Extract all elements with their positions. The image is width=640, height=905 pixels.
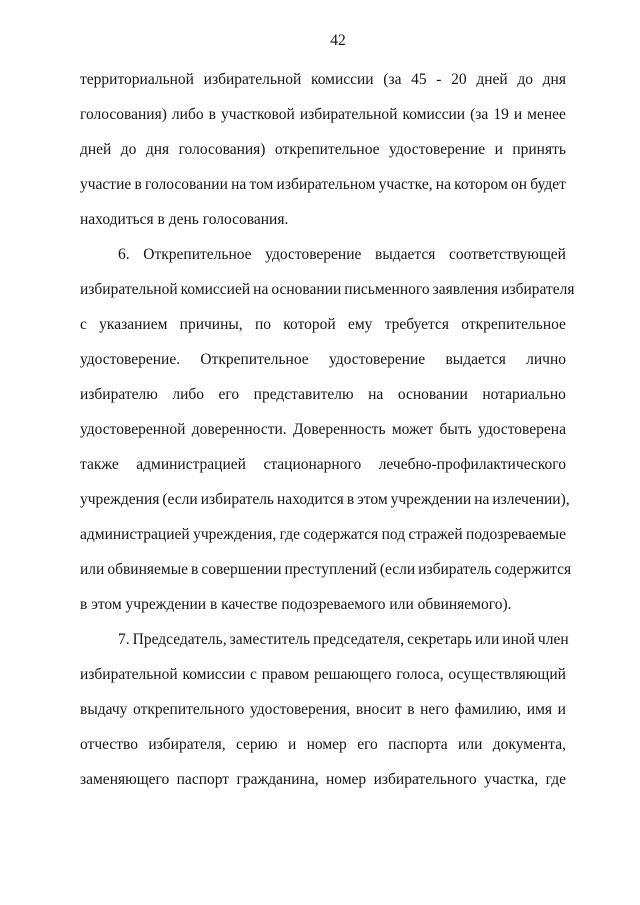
word: выдачу <box>80 701 128 718</box>
word: в <box>190 561 199 578</box>
word: подозреваемые <box>465 526 566 543</box>
word: секретарь <box>407 631 472 648</box>
word: лично <box>526 351 566 368</box>
word: нотариально <box>482 386 566 403</box>
text-line <box>80 517 566 552</box>
text-line <box>80 132 566 167</box>
word: причины, <box>179 316 243 333</box>
text-line <box>80 272 575 307</box>
word: иной <box>502 631 535 648</box>
word: - <box>436 71 442 88</box>
word: член <box>537 631 569 648</box>
word: на <box>368 386 384 403</box>
word: избирательной <box>299 106 398 123</box>
word: дня <box>542 71 566 88</box>
word: которой <box>283 316 336 333</box>
word: 6. <box>118 246 130 263</box>
word: гражданина, <box>236 771 319 788</box>
word: избирателя <box>501 281 575 298</box>
word: голоса, <box>396 666 444 683</box>
paragraph-continuation <box>80 62 566 237</box>
word: голосования) <box>80 106 167 123</box>
word: паспорт <box>176 771 230 788</box>
word: комиссии <box>310 71 374 88</box>
word: содержатся <box>303 526 379 543</box>
word: участковой <box>220 106 295 123</box>
word: этом <box>357 491 388 508</box>
word: выдается <box>375 246 436 263</box>
text-line <box>80 237 566 272</box>
word: документа, <box>492 736 566 753</box>
word: и <box>287 736 297 753</box>
word: на <box>253 281 269 298</box>
word: будет <box>530 176 566 193</box>
word: в <box>208 106 216 123</box>
word: учреждения, <box>193 526 277 543</box>
word: и <box>494 141 503 158</box>
word: принять <box>512 141 566 158</box>
word: на <box>231 176 247 193</box>
word: удостоверение <box>388 141 486 158</box>
word: учреждении <box>390 491 472 508</box>
text-line <box>80 167 566 202</box>
text-line <box>80 447 566 482</box>
word: обвиняемые <box>107 561 188 578</box>
paragraph-6 <box>80 237 575 622</box>
word: избиратель <box>200 491 275 508</box>
word: быть <box>439 421 472 438</box>
word: отчество <box>80 736 138 753</box>
word: выдается <box>445 351 506 368</box>
text-line <box>80 622 569 657</box>
word: комиссии <box>182 666 246 683</box>
word: преступлений <box>284 561 377 578</box>
word: на <box>474 491 490 508</box>
word: с <box>249 666 257 683</box>
word: 45 <box>411 71 427 88</box>
word: удостоверения, <box>249 701 351 718</box>
word: может <box>391 421 434 438</box>
word: (за <box>470 106 489 123</box>
word: либо <box>172 386 204 403</box>
word: под <box>381 526 406 543</box>
word: основании <box>397 386 468 403</box>
word: либо <box>171 106 204 123</box>
text-line <box>80 552 572 587</box>
word: избиратель <box>418 561 492 578</box>
word: фамилию, <box>454 701 522 718</box>
word: Председатель, <box>132 631 227 648</box>
word: удостоверение <box>265 246 362 263</box>
word: стражей <box>408 526 463 543</box>
word: номер <box>325 771 367 788</box>
word: где <box>279 526 301 543</box>
word: по <box>254 316 272 333</box>
word: на <box>435 176 451 193</box>
word: также <box>80 456 119 473</box>
word: участие <box>80 176 132 193</box>
word: избирательной <box>80 281 178 298</box>
word: удостоверенной <box>80 421 186 438</box>
word: участка, <box>484 771 539 788</box>
word: содержится <box>494 561 572 578</box>
word: осуществляющий <box>448 666 566 683</box>
word: (если <box>379 561 416 578</box>
word: учреждения <box>80 491 160 508</box>
word: 19 <box>493 106 509 123</box>
text-line: находиться в день голосования. <box>80 211 289 228</box>
word: дня <box>145 141 170 158</box>
word: администрацией <box>136 456 246 473</box>
word: дней <box>476 71 508 88</box>
text-line <box>80 97 566 132</box>
word: председателя, <box>313 631 405 648</box>
word: лечебно-профилактического <box>378 456 566 473</box>
word: 20 <box>451 71 467 88</box>
word: в <box>346 491 355 508</box>
text-line <box>80 762 566 797</box>
word: и <box>513 106 523 123</box>
word: или <box>80 561 105 578</box>
text-line <box>80 727 566 762</box>
word: серию <box>235 736 278 753</box>
word: менее <box>527 106 566 123</box>
word: комиссией <box>180 281 251 298</box>
word: или <box>458 736 483 753</box>
word: или <box>474 631 500 648</box>
word: Открепительное <box>200 351 309 368</box>
word: его <box>218 386 240 403</box>
word: (за <box>383 71 402 88</box>
text-line <box>80 482 570 517</box>
text-line <box>80 657 566 692</box>
word: избирателю <box>80 386 158 403</box>
word: том <box>249 176 274 193</box>
word: паспорта <box>388 736 448 753</box>
word: находится <box>277 491 344 508</box>
page-number: 42 <box>330 32 346 49</box>
word: удостоверена <box>478 421 566 438</box>
word: письменного <box>344 281 430 298</box>
word: вносит <box>355 701 402 718</box>
word: до <box>120 141 137 158</box>
word: избирательной <box>203 71 302 88</box>
word: Открепительное <box>143 246 252 263</box>
text-line <box>80 692 566 727</box>
text-line <box>80 412 566 447</box>
word: требуется <box>384 316 450 333</box>
word: его <box>357 736 378 753</box>
word: участке, <box>378 176 433 193</box>
word: с <box>80 316 87 333</box>
word: он <box>511 176 528 193</box>
word: доверенности. <box>191 421 287 438</box>
word: ему <box>347 316 373 333</box>
text-line <box>80 307 566 342</box>
text-line: в этом учреждении в качестве подозреваемого или обвиняемого). <box>80 596 512 613</box>
word: избирательном <box>276 176 376 193</box>
word: представителю <box>253 386 354 403</box>
word: избирательной <box>80 666 178 683</box>
paragraph-7 <box>80 622 569 797</box>
word: 7. <box>118 631 130 648</box>
word: заявления <box>432 281 499 298</box>
word: до <box>517 71 533 88</box>
word: и <box>557 701 566 718</box>
word: стационарного <box>263 456 362 473</box>
word: заменяющего <box>80 771 170 788</box>
word: заместитель <box>229 631 311 648</box>
text-line <box>80 342 566 377</box>
word: территориальной <box>80 71 194 88</box>
word: излечении), <box>492 491 570 508</box>
word: основании <box>271 281 342 298</box>
word: комиссии <box>402 106 466 123</box>
word: (если <box>162 491 198 508</box>
word: него <box>420 701 450 718</box>
word: открепительное <box>274 141 380 158</box>
word: избирательного <box>373 771 477 788</box>
word: в <box>134 176 142 193</box>
word: избирателя, <box>148 736 226 753</box>
word: голосовании <box>145 176 228 193</box>
text-line <box>80 377 566 412</box>
word: соответствующей <box>449 246 566 263</box>
word: в <box>407 701 415 718</box>
word: открепительного <box>133 701 245 718</box>
word: правом <box>261 666 310 683</box>
word: имя <box>526 701 553 718</box>
word: удостоверение <box>328 351 426 368</box>
word: дней <box>80 141 112 158</box>
word: указанием <box>99 316 168 333</box>
document-text <box>80 62 575 797</box>
word: котором <box>454 176 508 193</box>
word: удостоверение. <box>80 351 181 368</box>
word: голосования) <box>178 141 266 158</box>
word: номер <box>306 736 347 753</box>
text-line <box>80 62 566 97</box>
word: где <box>545 771 566 788</box>
word: решающего <box>313 666 392 683</box>
word: открепительное <box>461 316 566 333</box>
word: Доверенность <box>293 421 386 438</box>
word: администрацией <box>80 526 190 543</box>
word: совершении <box>201 561 282 578</box>
